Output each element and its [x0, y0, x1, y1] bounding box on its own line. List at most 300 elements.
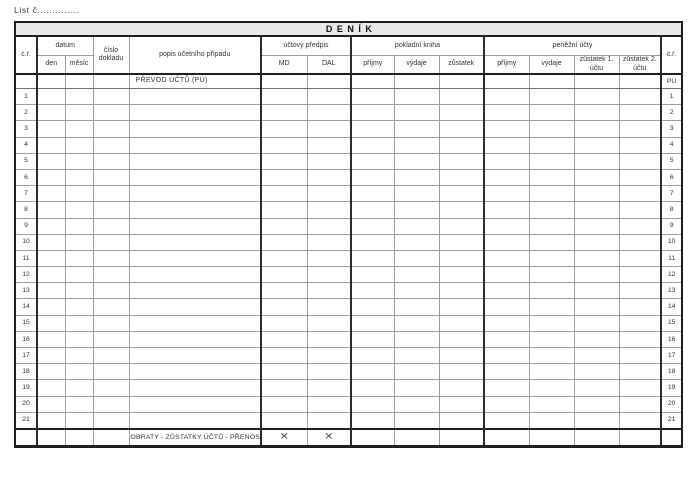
entry-cell — [484, 202, 529, 218]
entry-cell — [394, 348, 439, 364]
journal-table — [14, 21, 683, 448]
entry-cell — [484, 250, 529, 266]
journal-body — [15, 89, 682, 429]
entry-cell — [394, 412, 439, 429]
entry-cell — [261, 234, 307, 250]
entry-cell — [37, 121, 65, 137]
entry-cell — [484, 429, 529, 447]
entry-cell — [307, 299, 351, 315]
entry-cell — [351, 331, 394, 347]
entry-cell — [93, 89, 129, 105]
entry-cell — [93, 218, 129, 234]
entry-cell — [574, 89, 619, 105]
entry-cell — [93, 429, 129, 447]
entry-cell — [65, 234, 93, 250]
row-number-left: 15 — [15, 315, 37, 331]
entry-cell — [619, 89, 661, 105]
entry-cell — [574, 299, 619, 315]
entry-cell — [574, 74, 619, 89]
header-row-number-left: č.ř. — [15, 36, 37, 74]
entry-cell — [65, 348, 93, 364]
journal-row — [15, 380, 682, 396]
entry-cell — [129, 218, 261, 234]
entry-cell — [529, 283, 574, 299]
header-cash-balance: zůstatek — [439, 56, 484, 75]
entry-cell — [261, 89, 307, 105]
transfer-row-code: PÚ — [661, 74, 682, 89]
entry-cell — [484, 153, 529, 169]
entry-cell — [37, 186, 65, 202]
entry-cell — [351, 202, 394, 218]
entry-cell — [394, 234, 439, 250]
entry-cell — [351, 105, 394, 121]
journal-row — [15, 218, 682, 234]
entry-cell — [574, 331, 619, 347]
entry-cell — [574, 186, 619, 202]
entry-cell — [574, 137, 619, 153]
row-number-cell — [661, 429, 682, 447]
entry-cell — [484, 348, 529, 364]
entry-cell — [394, 74, 439, 89]
entry-cell — [351, 412, 394, 429]
entry-cell — [439, 315, 484, 331]
row-number-left: 18 — [15, 364, 37, 380]
entry-cell — [307, 89, 351, 105]
entry-cell — [261, 380, 307, 396]
entry-cell — [529, 153, 574, 169]
entry-cell — [619, 202, 661, 218]
entry-cell — [93, 121, 129, 137]
totals-description: OBRATY - ZŮSTATKY ÚČTŮ - PŘENOS — [129, 429, 261, 447]
entry-cell — [65, 412, 93, 429]
header-group-row — [15, 36, 682, 56]
journal-title: DENÍK — [15, 22, 682, 36]
entry-cell — [394, 429, 439, 447]
header-credit: DAL — [307, 56, 351, 75]
entry-cell — [65, 218, 93, 234]
entry-cell — [619, 412, 661, 429]
entry-cell — [129, 105, 261, 121]
entry-cell — [65, 89, 93, 105]
row-number-right: 18 — [661, 364, 682, 380]
entry-cell — [619, 283, 661, 299]
entry-cell — [261, 202, 307, 218]
entry-cell — [93, 186, 129, 202]
entry-cell — [261, 299, 307, 315]
entry-cell — [261, 331, 307, 347]
journal-row — [15, 153, 682, 169]
row-number-right: 16 — [661, 331, 682, 347]
entry-cell — [529, 380, 574, 396]
entry-cell — [529, 348, 574, 364]
entry-cell — [439, 364, 484, 380]
entry-cell — [574, 364, 619, 380]
entry-cell — [129, 186, 261, 202]
entry-cell — [439, 283, 484, 299]
entry-cell — [484, 396, 529, 412]
journal-row — [15, 186, 682, 202]
entry-cell — [37, 137, 65, 153]
entry-cell — [37, 250, 65, 266]
entry-cell — [65, 121, 93, 137]
entry-cell — [37, 348, 65, 364]
row-number-left: 10 — [15, 234, 37, 250]
entry-cell — [261, 250, 307, 266]
entry-cell — [439, 137, 484, 153]
row-number-right: 5 — [661, 153, 682, 169]
entry-cell — [394, 121, 439, 137]
entry-cell — [484, 218, 529, 234]
entry-cell — [261, 412, 307, 429]
entry-cell — [529, 396, 574, 412]
row-number-left: 12 — [15, 267, 37, 283]
row-number-left: 13 — [15, 283, 37, 299]
entry-cell — [351, 153, 394, 169]
row-number-right: 6 — [661, 169, 682, 185]
entry-cell — [261, 396, 307, 412]
entry-cell — [37, 218, 65, 234]
entry-cell — [261, 105, 307, 121]
entry-cell — [129, 89, 261, 105]
entry-cell — [261, 121, 307, 137]
row-number-right: 17 — [661, 348, 682, 364]
entry-cell — [619, 299, 661, 315]
entry-cell — [529, 364, 574, 380]
entry-cell — [484, 137, 529, 153]
entry-cell — [439, 169, 484, 185]
journal-row — [15, 315, 682, 331]
header-cash-income: příjmy — [351, 56, 394, 75]
entry-cell — [351, 396, 394, 412]
entry-cell — [484, 74, 529, 89]
entry-cell — [93, 74, 129, 89]
title-row — [15, 22, 682, 36]
entry-cell — [439, 396, 484, 412]
entry-cell — [529, 186, 574, 202]
row-number-right: 15 — [661, 315, 682, 331]
row-number-cell — [15, 429, 37, 447]
entry-cell — [65, 153, 93, 169]
entry-cell — [619, 380, 661, 396]
journal-row — [15, 234, 682, 250]
entry-cell — [619, 348, 661, 364]
entry-cell — [439, 186, 484, 202]
entry-cell — [619, 250, 661, 266]
row-number-right: 7 — [661, 186, 682, 202]
header-cash-book-group: pokladní kniha — [351, 36, 484, 56]
entry-cell — [65, 331, 93, 347]
entry-cell — [529, 105, 574, 121]
entry-cell — [484, 283, 529, 299]
entry-cell — [351, 299, 394, 315]
entry-cell — [261, 283, 307, 299]
totals-row — [15, 429, 682, 447]
entry-cell — [65, 429, 93, 447]
entry-cell — [574, 396, 619, 412]
journal-row — [15, 89, 682, 105]
row-number-left: 14 — [15, 299, 37, 315]
entry-cell — [351, 121, 394, 137]
entry-cell — [529, 234, 574, 250]
entry-cell — [394, 105, 439, 121]
entry-cell — [484, 331, 529, 347]
entry-cell — [93, 396, 129, 412]
entry-cell — [351, 218, 394, 234]
entry-cell — [574, 315, 619, 331]
entry-cell — [619, 105, 661, 121]
entry-cell — [307, 380, 351, 396]
entry-cell — [37, 396, 65, 412]
row-number-left: 21 — [15, 412, 37, 429]
entry-cell — [307, 283, 351, 299]
row-number-right: 11 — [661, 250, 682, 266]
row-number-right: 3 — [661, 121, 682, 137]
row-number-right: 10 — [661, 234, 682, 250]
entry-cell — [351, 186, 394, 202]
entry-cell — [394, 331, 439, 347]
entry-cell — [439, 74, 484, 89]
entry-cell — [394, 186, 439, 202]
entry-cell — [529, 89, 574, 105]
entry-cell — [261, 218, 307, 234]
entry-cell — [65, 169, 93, 185]
entry-cell — [484, 412, 529, 429]
entry-cell — [93, 299, 129, 315]
entry-cell — [307, 412, 351, 429]
transfer-description: PŘEVOD ÚČTŮ (PÚ) — [129, 74, 261, 89]
entry-cell — [129, 137, 261, 153]
row-number-right: 20 — [661, 396, 682, 412]
entry-cell — [307, 153, 351, 169]
row-number-right: 2 — [661, 105, 682, 121]
entry-cell — [307, 250, 351, 266]
entry-cell — [351, 137, 394, 153]
journal-row — [15, 412, 682, 429]
header-accounts-income: příjmy — [484, 56, 529, 75]
entry-cell — [351, 169, 394, 185]
row-number-left: 11 — [15, 250, 37, 266]
entry-cell — [394, 396, 439, 412]
header-description: popis účetního případu — [129, 36, 261, 74]
entry-cell — [307, 169, 351, 185]
entry-cell — [619, 218, 661, 234]
entry-cell — [261, 315, 307, 331]
entry-cell — [529, 218, 574, 234]
row-number-left: 19 — [15, 380, 37, 396]
entry-cell — [307, 121, 351, 137]
entry-cell — [484, 89, 529, 105]
row-number-right: 13 — [661, 283, 682, 299]
header-document-number: číslo dokladu — [93, 36, 129, 74]
entry-cell — [129, 396, 261, 412]
entry-cell — [37, 169, 65, 185]
entry-cell — [129, 299, 261, 315]
row-number-left: 9 — [15, 218, 37, 234]
entry-cell — [65, 364, 93, 380]
entry-cell — [307, 137, 351, 153]
entry-cell — [351, 74, 394, 89]
journal-row — [15, 202, 682, 218]
entry-cell — [261, 153, 307, 169]
entry-cell — [307, 396, 351, 412]
entry-cell — [529, 299, 574, 315]
entry-cell — [351, 250, 394, 266]
entry-cell — [129, 315, 261, 331]
transfer-row — [15, 74, 682, 89]
entry-cell — [65, 299, 93, 315]
entry-cell — [394, 315, 439, 331]
row-number-right: 14 — [661, 299, 682, 315]
entry-cell — [619, 234, 661, 250]
entry-cell — [65, 396, 93, 412]
entry-cell — [93, 364, 129, 380]
entry-cell — [574, 283, 619, 299]
row-number-right: 9 — [661, 218, 682, 234]
entry-cell — [351, 267, 394, 283]
entry-cell — [307, 202, 351, 218]
entry-cell — [439, 153, 484, 169]
entry-cell — [484, 267, 529, 283]
entry-cell — [93, 202, 129, 218]
row-number-left: 8 — [15, 202, 37, 218]
journal-row — [15, 283, 682, 299]
entry-cell — [394, 380, 439, 396]
header-day: den — [37, 56, 65, 75]
entry-cell — [439, 89, 484, 105]
entry-cell — [93, 380, 129, 396]
entry-cell — [351, 348, 394, 364]
entry-cell — [351, 315, 394, 331]
entry-cell — [619, 169, 661, 185]
row-number-left: 1 — [15, 89, 37, 105]
entry-cell — [37, 364, 65, 380]
row-number-left: 17 — [15, 348, 37, 364]
header-accounts-balance-1: zůstatek 1. účtu — [574, 56, 619, 75]
entry-cell — [484, 169, 529, 185]
entry-cell — [619, 153, 661, 169]
entry-cell — [439, 299, 484, 315]
entry-cell — [439, 202, 484, 218]
entry-cell — [261, 348, 307, 364]
entry-cell — [484, 186, 529, 202]
entry-cell — [484, 364, 529, 380]
entry-cell — [37, 153, 65, 169]
journal-row — [15, 299, 682, 315]
row-number-left: 16 — [15, 331, 37, 347]
entry-cell — [619, 186, 661, 202]
entry-cell — [37, 202, 65, 218]
x-mark-icon: ✕ — [279, 431, 289, 443]
entry-cell — [129, 267, 261, 283]
row-number-left: 4 — [15, 137, 37, 153]
entry-cell — [307, 234, 351, 250]
entry-cell — [619, 315, 661, 331]
totals-section — [15, 429, 682, 447]
row-number-right: 8 — [661, 202, 682, 218]
entry-cell — [307, 364, 351, 380]
journal-row — [15, 396, 682, 412]
entry-cell — [37, 331, 65, 347]
entry-cell — [439, 105, 484, 121]
entry-cell — [351, 234, 394, 250]
entry-cell — [619, 331, 661, 347]
entry-cell — [93, 412, 129, 429]
entry-cell — [619, 267, 661, 283]
entry-cell — [37, 315, 65, 331]
entry-cell — [439, 412, 484, 429]
entry-cell — [394, 283, 439, 299]
entry-cell — [129, 283, 261, 299]
entry-cell — [484, 315, 529, 331]
journal-row — [15, 348, 682, 364]
entry-cell — [619, 429, 661, 447]
transfer-section — [15, 74, 682, 89]
entry-cell — [37, 267, 65, 283]
entry-cell — [484, 121, 529, 137]
entry-cell — [484, 105, 529, 121]
header-month: měsíc — [65, 56, 93, 75]
entry-cell — [529, 250, 574, 266]
entry-cell — [261, 364, 307, 380]
entry-cell — [65, 186, 93, 202]
entry-cell — [351, 380, 394, 396]
entry-cell — [574, 234, 619, 250]
entry-cell — [439, 348, 484, 364]
entry-cell — [351, 429, 394, 447]
entry-cell — [37, 412, 65, 429]
entry-cell — [65, 250, 93, 266]
row-number-right: 21 — [661, 412, 682, 429]
entry-cell — [394, 299, 439, 315]
entry-cell — [529, 429, 574, 447]
row-number-right: 4 — [661, 137, 682, 153]
header-date-group: datum — [37, 36, 93, 56]
entry-cell — [439, 121, 484, 137]
entry-cell — [351, 283, 394, 299]
entry-cell — [93, 169, 129, 185]
row-number-right: 19 — [661, 380, 682, 396]
journal-row — [15, 169, 682, 185]
entry-cell — [129, 364, 261, 380]
entry-cell — [574, 429, 619, 447]
entry-cell — [619, 121, 661, 137]
entry-cell — [129, 380, 261, 396]
header-money-accounts-group: peněžní účty — [484, 36, 661, 56]
row-number-left: 6 — [15, 169, 37, 185]
entry-cell — [129, 234, 261, 250]
entry-cell — [439, 250, 484, 266]
entry-cell — [529, 315, 574, 331]
entry-cell — [529, 121, 574, 137]
header-cash-expenses: výdaje — [394, 56, 439, 75]
entry-cell — [93, 315, 129, 331]
entry-cell — [394, 364, 439, 380]
entry-cell — [129, 331, 261, 347]
entry-cell — [439, 429, 484, 447]
entry-cell — [65, 202, 93, 218]
entry-cell — [261, 169, 307, 185]
entry-cell — [439, 267, 484, 283]
entry-cell — [37, 89, 65, 105]
entry-cell — [65, 105, 93, 121]
entry-cell — [307, 105, 351, 121]
entry-cell — [394, 267, 439, 283]
entry-cell — [93, 234, 129, 250]
row-number-left: 5 — [15, 153, 37, 169]
header-account-entry-group: účtový předpis — [261, 36, 351, 56]
entry-cell — [261, 267, 307, 283]
entry-cell — [37, 299, 65, 315]
